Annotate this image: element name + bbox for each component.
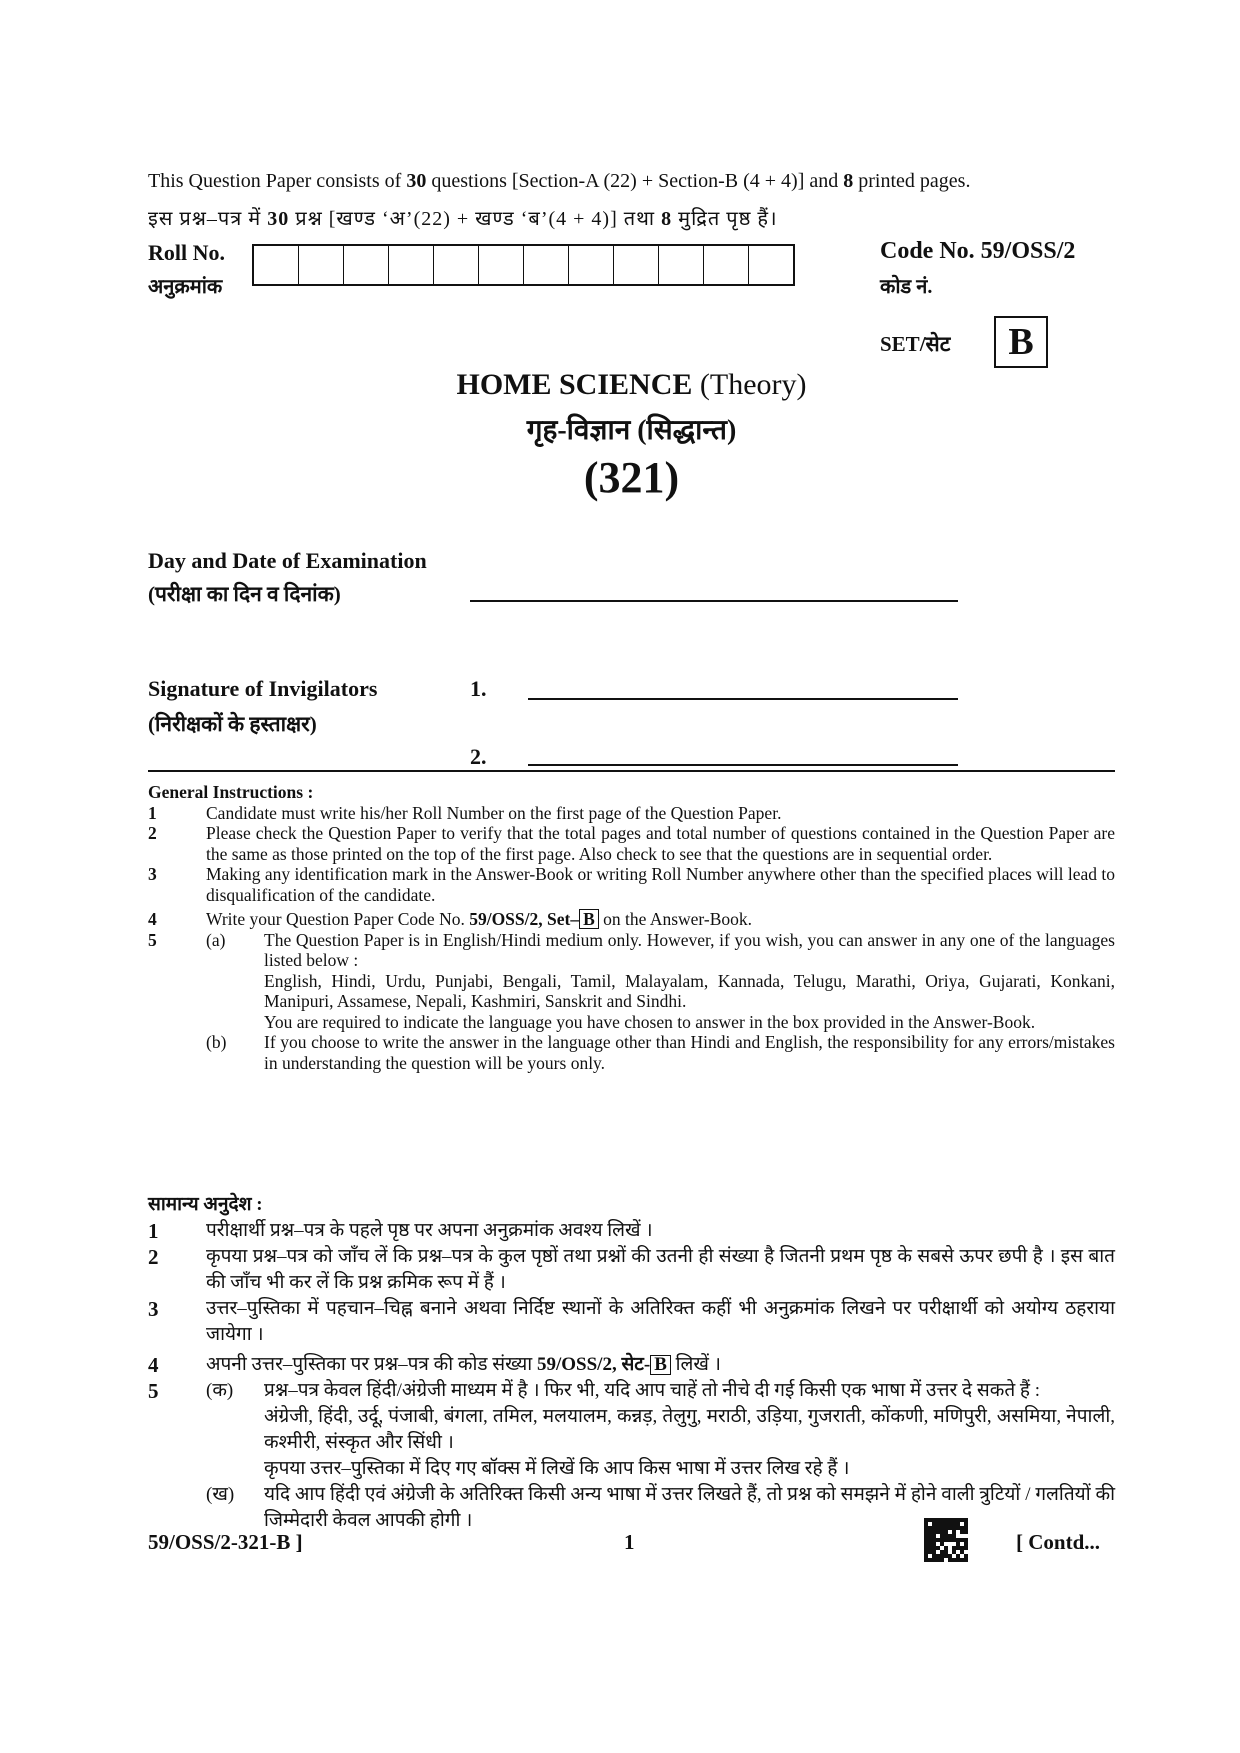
roll-digit-box[interactable]: [389, 246, 434, 284]
instruction-text: Making any identification mark in the Answer-Book or writing Roll Number anywhere other than the specified places will lead to disqualification of the candidate.: [206, 864, 1115, 905]
hindi-question-count: 30: [267, 208, 290, 230]
signature-2-number: 2.: [470, 744, 487, 769]
hindi-instructions: [148, 1192, 1115, 1534]
hindi-instruction-number: 2: [148, 1245, 159, 1269]
signature-label: Signature of Invigilators: [148, 676, 378, 701]
hindi-text-a1: प्रश्न–पत्र केवल हिंदी/अंग्रेजी माध्यम में है । फिर भी, यदि आप चाहें तो नीचे दी गई किसी एक भाषा में उत्तर दे सकते हैं :: [264, 1380, 1041, 1401]
instruction-text-post: on the Answer-Book.: [598, 909, 753, 929]
day-date-hindi: (परीक्षा का दिन व दिनांक): [148, 582, 341, 606]
roll-digit-box[interactable]: [254, 246, 299, 284]
hindi-instruction-text: परीक्षार्थी प्रश्न–पत्र के पहले पृष्ठ पर अपना अनुक्रमांक अवश्य लिखें ।: [206, 1220, 653, 1241]
roll-digit-box[interactable]: [479, 246, 524, 284]
hindi-text-a3: कृपया उत्तर–पुस्तिका में दिए गए बॉक्स में लिखें कि आप किस भाषा में उत्तर लिख रहे हैं ।: [264, 1458, 850, 1479]
instruction-sub-label: (a): [206, 929, 226, 950]
section-divider: [148, 770, 1115, 772]
set-label: SET/सेट: [880, 332, 951, 356]
instruction-code: 59/OSS/2, Set–: [469, 909, 580, 929]
hindi-instruction-item: [148, 1482, 1115, 1534]
hindi-instruction-item: [148, 1296, 1115, 1348]
consists-text: This Question Paper consists of: [148, 170, 407, 192]
instruction-text-pre: Write your Question Paper Code No.: [206, 909, 470, 929]
roll-digit-box[interactable]: [749, 246, 793, 284]
instruction-text-a3: You are required to indicate the language you have chosen to answer in the box provided in the Answer-Book.: [264, 1011, 1036, 1032]
subject-title: [148, 368, 1115, 402]
page-number: 1: [624, 1530, 635, 1554]
subject-hindi: गृह-विज्ञान (सिद्धान्त): [526, 415, 737, 446]
hindi-text-a2: अंग्रेजी, हिंदी, उर्दू, पंजाबी, बंगला, तमिल, मलयालम, कन्नड़, तेलुगु, मराठी, उड़िया, गुजराती, कोंकणी, मणिपुरी, असमिया, नेपाली, कश्मीरी, संस्कृत और सिंधी ।: [264, 1406, 1115, 1453]
hindi-instruction-text: [264, 1378, 1115, 1482]
question-count: 30: [406, 170, 427, 192]
instruction-sub-label: (b): [206, 1032, 227, 1052]
instruction-text: Please check the Question Paper to verify that the total pages and total number of questions contained in the Question Paper are the same as those printed on the top of the first page. Also check to see that the questions are in sequential order.: [206, 823, 1115, 864]
instruction-item: [148, 864, 1115, 905]
signature-1-field[interactable]: [528, 698, 958, 700]
paper-consists-line: [148, 170, 970, 193]
roll-no-boxes[interactable]: [252, 244, 795, 286]
instruction-text: Candidate must write his/her Roll Number on the first page of the Question Paper.: [206, 802, 782, 823]
subject-sub: (Theory): [692, 368, 807, 401]
code-no: [880, 238, 1075, 265]
consists-text-mid: questions [Section-A (22) + Section-B (4 + 4)] and: [426, 170, 844, 192]
hindi-instruction-text: उत्तर–पुस्तिका में पहचान–चिह्न बनाने अथवा निर्दिष्ट स्थानों के अतिरिक्त कहीं भी अनुक्रमांक लिखने पर परीक्षार्थी को अयोग्य ठहराया जायेगा ।: [206, 1298, 1115, 1345]
roll-digit-box[interactable]: [299, 246, 344, 284]
roll-digit-box[interactable]: [344, 246, 389, 284]
hindi-code: 59/OSS/2, सेट-: [536, 1354, 651, 1375]
roll-no-hindi-label: अनुक्रमांक: [148, 276, 223, 298]
contd-label: [ Contd...: [1016, 1530, 1101, 1554]
hindi-text-pre: अपनी उत्तर–पुस्तिका पर प्रश्न–पत्र की कोड संख्या: [206, 1354, 537, 1375]
instruction-text-b: If you choose to write the answer in the language other than Hindi and English, the responsibility for any errors/mistakes in understanding the question will be yours only.: [264, 1032, 1115, 1073]
instruction-number: 5: [148, 929, 157, 950]
consists-text-post: printed pages.: [853, 170, 971, 192]
instruction-number: 2: [148, 823, 157, 843]
footer-paper-code: 59/OSS/2-321-B ]: [148, 1530, 303, 1554]
instruction-number: 3: [148, 864, 157, 884]
paper-consists-hindi-line: [148, 204, 778, 231]
instruction-item: [148, 1032, 1115, 1073]
page-count: 8: [843, 170, 854, 192]
hindi-sub-label: (ख): [206, 1484, 235, 1505]
hindi-instruction-number: 1: [148, 1219, 159, 1243]
roll-no-label: Roll No.: [148, 240, 225, 265]
hindi-sub-label: (क): [206, 1380, 234, 1401]
hindi-page-count: 8: [661, 208, 673, 230]
roll-digit-box[interactable]: [704, 246, 749, 284]
roll-digit-box[interactable]: [569, 246, 614, 284]
hindi-consists-text: इस प्रश्न–पत्र में: [148, 208, 268, 230]
hindi-instruction-item: [148, 1352, 1115, 1378]
general-instructions-heading: General Instructions :: [148, 782, 314, 802]
day-date-label: Day and Date of Examination: [148, 548, 427, 573]
hindi-consists-mid: प्रश्न [खण्ड ‘अ’(22) + खण्ड ‘ब’(4 + 4)] तथा: [289, 208, 662, 230]
general-instructions: [148, 782, 1115, 1073]
hindi-instruction-number: 3: [148, 1297, 159, 1321]
hindi-instruction-item: [148, 1218, 1115, 1244]
instruction-number: 4: [148, 909, 157, 929]
instruction-text-a1: The Question Paper is in English/Hindi medium only. However, if you wish, you can answer in any one of the languages listed below :: [264, 929, 1115, 970]
instruction-item: [148, 930, 1115, 1033]
roll-digit-box[interactable]: [434, 246, 479, 284]
hindi-instruction-text: कृपया प्रश्न–पत्र को जाँच लें कि प्रश्न–पत्र के कुल पृष्ठों तथा प्रश्नों की उतनी ही संख्या है जितनी प्रथम पृष्ठ के सबसे ऊपर छपी है । इस बात की जाँच भी कर लें कि प्रश्न क्रमिक रूप में हैं ।: [206, 1246, 1115, 1293]
code-label: Code No.: [880, 238, 975, 264]
hindi-text-post: लिखें ।: [670, 1354, 721, 1375]
hindi-instructions-heading: सामान्य अनुदेश :: [148, 1194, 263, 1215]
hindi-instruction-number: 5: [148, 1379, 159, 1403]
code-hindi-label: कोड नं.: [880, 276, 933, 298]
signature-2-field[interactable]: [528, 764, 958, 766]
hindi-instruction-number: 4: [148, 1353, 159, 1377]
hindi-set-inline-box: B: [650, 1355, 671, 1375]
roll-digit-box[interactable]: [524, 246, 569, 284]
hindi-text-b: यदि आप हिंदी एवं अंग्रेजी के अतिरिक्त किसी अन्य भाषा में उत्तर लिखते हैं, तो प्रश्न को समझने में होने वाली त्रुटियों / गलतियों की जिम्मेदारी केवल आपकी होगी ।: [264, 1484, 1115, 1531]
qr-code-icon: [924, 1518, 968, 1562]
instruction-number: 1: [148, 802, 157, 823]
hindi-consists-post: मुद्रित पृष्ठ हैं।: [672, 208, 778, 230]
code-value: 59/OSS/2: [980, 238, 1076, 264]
roll-digit-box[interactable]: [659, 246, 704, 284]
roll-digit-box[interactable]: [614, 246, 659, 284]
signature-hindi: (निरीक्षकों के हस्ताक्षर): [148, 712, 317, 736]
hindi-instruction-item: [148, 1244, 1115, 1296]
set-inline-box: B: [579, 909, 599, 929]
instruction-item: [148, 823, 1115, 864]
hindi-instruction-text: [206, 1352, 1115, 1378]
instruction-item: [148, 909, 1115, 930]
subject-name: HOME SCIENCE: [456, 368, 693, 401]
signature-1-number: 1.: [470, 676, 487, 701]
hindi-instruction-item: [148, 1378, 1115, 1482]
instruction-text: [264, 930, 1115, 1033]
subject-code: (321): [583, 453, 680, 502]
set-box: B: [994, 316, 1048, 368]
instruction-text-a2: English, Hindi, Urdu, Punjabi, Bengali, Tamil, Malayalam, Kannada, Telugu, Marathi, Oriya, Gujarati, Konkani, Manipuri, Assamese, Nepali, Kashmiri, Sanskrit and Sindhi.: [264, 970, 1115, 1011]
instruction-text: [206, 909, 1115, 930]
day-date-field[interactable]: [470, 600, 958, 602]
instruction-item: [148, 803, 1115, 824]
